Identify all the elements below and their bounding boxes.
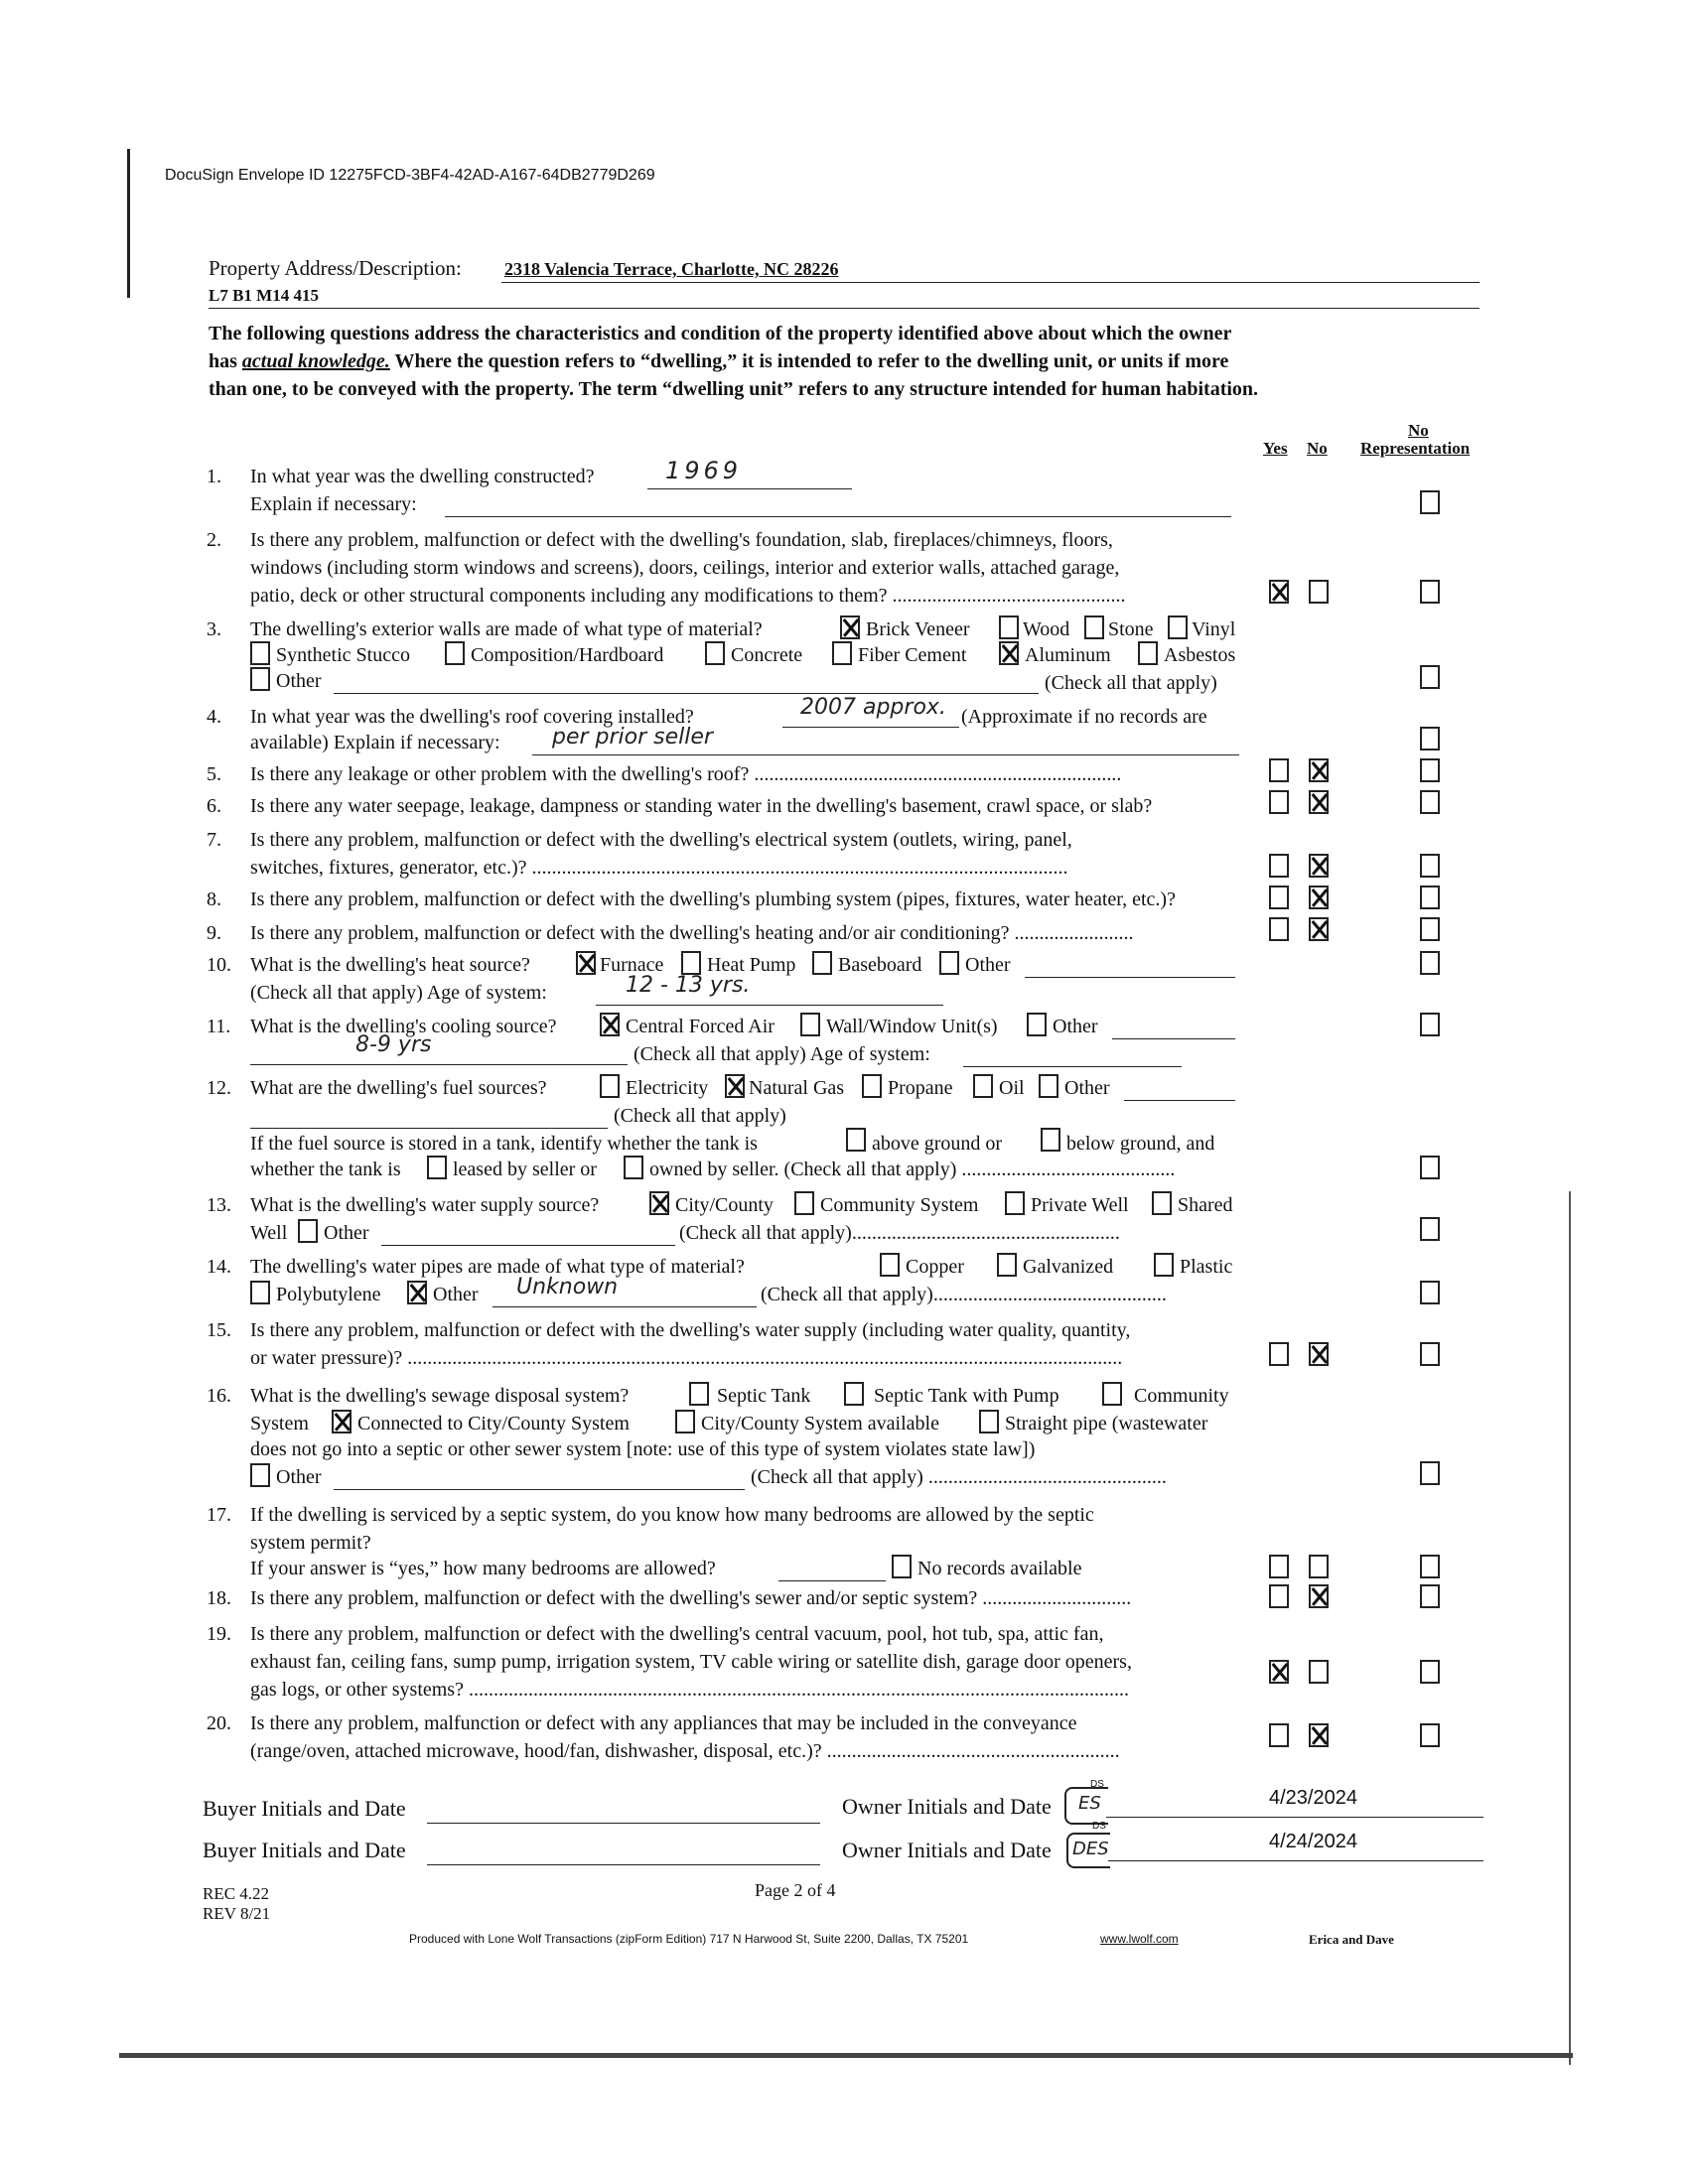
q13-note: (Check all that apply)...................................................... xyxy=(679,1222,1120,1244)
q3-asbestos-checkbox[interactable] xyxy=(1138,641,1158,665)
q17-text-3: If your answer is “yes,” how many bedrooms are allowed? xyxy=(250,1558,716,1579)
q10-num: 10. xyxy=(207,954,231,976)
q11-text-2: (Check all that apply) Age of system: xyxy=(634,1043,930,1065)
intro-line-2-rest: Where the question refers to “dwelling,” it is intended to refer to the dwelling unit, or units if more xyxy=(394,350,1229,372)
q9-num: 9. xyxy=(207,922,221,944)
property-line-1 xyxy=(501,282,1480,283)
q12-opt-gas: Natural Gas xyxy=(749,1077,845,1099)
q4-num: 4. xyxy=(207,706,221,728)
owner-label-2: Owner Initials and Date xyxy=(842,1838,1052,1862)
q12-opt-above: above ground or xyxy=(872,1133,1003,1155)
q17-bedrooms-line xyxy=(778,1580,886,1581)
q14-norep-checkbox[interactable] xyxy=(1420,1281,1440,1304)
q14-opt-polybutylene: Polybutylene xyxy=(276,1284,381,1305)
q3-opt-wood: Wood xyxy=(1023,618,1070,640)
q2-text-2: windows (including storm windows and screens), doors, ceilings, interior and exterior walls, attached garage, xyxy=(250,557,1120,579)
q17-text-2: system permit? xyxy=(250,1532,371,1554)
intro-line-1: The following questions address the characteristics and condition of the property identified above about which the owner xyxy=(209,323,1232,344)
q11-other-line xyxy=(1112,1038,1235,1039)
q11-num: 11. xyxy=(207,1016,231,1037)
q15-no-checkbox[interactable] xyxy=(1309,1342,1329,1366)
q15-text-1: Is there any problem, malfunction or defect with the dwelling's water supply (including water quality, quantity, xyxy=(250,1319,1131,1341)
q20-text-2: (range/oven, attached microwave, hood/fan, dishwasher, disposal, etc.)? ........................................................... xyxy=(250,1740,1120,1762)
buyer-line-1[interactable] xyxy=(427,1823,820,1824)
q4-text-1b: (Approximate if no records are xyxy=(961,706,1207,728)
q12-owned-checkbox[interactable] xyxy=(624,1156,643,1179)
q9-yes-checkbox[interactable] xyxy=(1269,917,1289,941)
q14-answer-line xyxy=(493,1306,757,1307)
q12-other-line xyxy=(1124,1100,1235,1101)
ds-stamp-1: DS xyxy=(1090,1779,1104,1790)
q10-baseboard-checkbox[interactable] xyxy=(812,951,832,975)
left-margin-line xyxy=(127,149,130,298)
q1-num: 1. xyxy=(207,466,221,487)
q1-answer-line xyxy=(647,488,852,489)
q1-answer: 1969 xyxy=(665,457,743,484)
q18-num: 18. xyxy=(207,1587,231,1609)
q7-yes-checkbox[interactable] xyxy=(1269,854,1289,878)
q12-text-4a: whether the tank is xyxy=(250,1159,401,1180)
q11-wall-checkbox[interactable] xyxy=(800,1013,820,1036)
q13-community-checkbox[interactable] xyxy=(794,1191,814,1215)
q11-central-checkbox[interactable] xyxy=(600,1013,620,1036)
q3-vinyl-checkbox[interactable] xyxy=(1168,615,1188,639)
q10-age: 12 - 13 yrs. xyxy=(626,973,751,998)
q16-other-checkbox[interactable] xyxy=(250,1463,270,1487)
owner2-date: 4/24/2024 xyxy=(1269,1831,1357,1852)
q3-opt-stone: Stone xyxy=(1108,618,1154,640)
q17-text-1: If the dwelling is serviced by a septic system, do you know how many bedrooms are allowed by the septic xyxy=(250,1504,1094,1526)
intro-line-2 xyxy=(209,347,1228,375)
q16-opt-available: City/County System available xyxy=(701,1413,939,1434)
buyer-label-1: Buyer Initials and Date xyxy=(203,1796,406,1821)
q14-plastic-checkbox[interactable] xyxy=(1154,1253,1174,1277)
q15-text-2: or water pressure)? ................................................................................................................................................ xyxy=(250,1347,1123,1369)
property-line-2 xyxy=(209,308,1480,309)
q17-opt-norecords: No records available xyxy=(917,1558,1082,1579)
q14-note: (Check all that apply)............................................... xyxy=(761,1284,1167,1305)
q2-num: 2. xyxy=(207,529,221,551)
q11-answer: 8-9 yrs xyxy=(355,1032,432,1057)
q4-answer-line xyxy=(782,727,959,728)
q5-yes-checkbox[interactable] xyxy=(1269,758,1289,782)
q16-opt-city: Connected to City/County System xyxy=(357,1413,630,1434)
q1-norep-checkbox[interactable] xyxy=(1420,490,1440,514)
q3-norep-checkbox[interactable] xyxy=(1420,665,1440,689)
q3-aluminum-checkbox[interactable] xyxy=(999,641,1019,665)
q12-oil-checkbox[interactable] xyxy=(973,1074,993,1098)
q3-other-line xyxy=(334,693,1039,694)
q11-opt-central: Central Forced Air xyxy=(626,1016,775,1037)
q6-num: 6. xyxy=(207,795,221,817)
q3-other-checkbox[interactable] xyxy=(250,667,270,691)
q14-num: 14. xyxy=(207,1256,231,1278)
q7-norep-checkbox[interactable] xyxy=(1420,854,1440,878)
q8-norep-checkbox[interactable] xyxy=(1420,886,1440,909)
q14-other-checkbox[interactable] xyxy=(407,1281,427,1304)
q19-text-2: exhaust fan, ceiling fans, sump pump, irrigation system, TV cable wiring or satellite dish, garage door openers, xyxy=(250,1651,1132,1673)
q12-electricity-checkbox[interactable] xyxy=(600,1074,620,1098)
q20-text-1: Is there any problem, malfunction or defect with any appliances that may be included in the conveyance xyxy=(250,1712,1077,1734)
q19-no-checkbox[interactable] xyxy=(1309,1660,1329,1684)
q19-num: 19. xyxy=(207,1623,231,1645)
q14-copper-checkbox[interactable] xyxy=(880,1253,900,1277)
q2-yes-checkbox[interactable] xyxy=(1269,580,1289,604)
q18-norep-checkbox[interactable] xyxy=(1420,1584,1440,1608)
q14-opt-copper: Copper xyxy=(906,1256,964,1278)
q4-norep-checkbox[interactable] xyxy=(1420,727,1440,751)
q3-note: (Check all that apply) xyxy=(1045,672,1217,694)
envelope-id: DocuSign Envelope ID 12275FCD-3BF4-42AD-A167-64DB2779D269 xyxy=(165,167,655,184)
q16-opt-system: System xyxy=(250,1413,309,1434)
q16-num: 16. xyxy=(207,1385,231,1407)
owner1-initials: ES xyxy=(1078,1793,1101,1814)
q19-norep-checkbox[interactable] xyxy=(1420,1660,1440,1684)
footer-client: Erica and Dave xyxy=(1309,1932,1394,1947)
q12-text-2: (Check all that apply) xyxy=(614,1105,786,1127)
q3-opt-composition: Composition/Hardboard xyxy=(471,644,664,666)
q11-other-checkbox[interactable] xyxy=(1027,1013,1047,1036)
q9-text: Is there any problem, malfunction or defect with the dwelling's heating and/or air conditioning? ........................ xyxy=(250,922,1134,944)
q13-shared-checkbox[interactable] xyxy=(1152,1191,1172,1215)
q16-opt-community: Community xyxy=(1134,1385,1229,1407)
q13-num: 13. xyxy=(207,1194,231,1216)
q12-opt-leased: leased by seller or xyxy=(453,1159,597,1180)
q19-text-1: Is there any problem, malfunction or defect with the dwelling's central vacuum, pool, hot tub, spa, attic fan, xyxy=(250,1623,1104,1645)
q12-other-line-2 xyxy=(250,1128,608,1129)
q3-fiber-checkbox[interactable] xyxy=(832,641,852,665)
q3-opt-aluminum: Aluminum xyxy=(1025,644,1111,666)
q20-norep-checkbox[interactable] xyxy=(1420,1723,1440,1747)
q12-other-checkbox[interactable] xyxy=(1039,1074,1058,1098)
q7-text-1: Is there any problem, malfunction or defect with the dwelling's electrical system (outlets, wiring, panel, xyxy=(250,829,1072,851)
owner1-date: 4/23/2024 xyxy=(1269,1787,1357,1809)
q12-opt-owned: owned by seller. (Check all that apply) ........................................... xyxy=(649,1159,1176,1180)
q12-text-3: If the fuel source is stored in a tank, identify whether the tank is xyxy=(250,1133,758,1155)
q13-opt-shared: Shared xyxy=(1178,1194,1233,1216)
q8-num: 8. xyxy=(207,888,221,910)
q3-opt-brick: Brick Veneer xyxy=(866,618,970,640)
q3-wood-checkbox[interactable] xyxy=(999,615,1019,639)
q1-explain: Explain if necessary: xyxy=(250,493,417,515)
q18-text: Is there any problem, malfunction or defect with the dwelling's sewer and/or septic system? .............................. xyxy=(250,1587,1132,1609)
q13-other-line xyxy=(381,1245,675,1246)
q8-text: Is there any problem, malfunction or defect with the dwelling's plumbing system (pipes, fixtures, water heater, etc.)? xyxy=(250,888,1176,910)
q18-no-checkbox[interactable] xyxy=(1309,1584,1329,1608)
q1-explain-line xyxy=(445,516,1231,517)
q3-opt-stucco: Synthetic Stucco xyxy=(276,644,410,666)
col-norep-1: No xyxy=(1408,421,1429,440)
q19-yes-checkbox[interactable] xyxy=(1269,1660,1289,1684)
q13-opt-community: Community System xyxy=(820,1194,979,1216)
q7-text-2: switches, fixtures, generator, etc.)? ............................................................................................................ xyxy=(250,857,1068,879)
q11-opt-wall: Wall/Window Unit(s) xyxy=(826,1016,998,1037)
q8-no-checkbox[interactable] xyxy=(1309,886,1329,909)
owner-line-1 xyxy=(1106,1817,1483,1818)
property-address: 2318 Valencia Terrace, Charlotte, NC 28226 xyxy=(504,259,839,279)
property-lot: L7 B1 M14 415 xyxy=(209,286,319,305)
q16-community-checkbox[interactable] xyxy=(1102,1382,1122,1406)
q16-opt-other: Other xyxy=(276,1466,322,1488)
intro-has: has xyxy=(209,350,237,372)
q7-no-checkbox[interactable] xyxy=(1309,854,1329,878)
q16-text: What is the dwelling's sewage disposal system? xyxy=(250,1385,630,1407)
q16-text-3: does not go into a septic or other sewer system [note: use of this type of system violates state law]) xyxy=(250,1438,1036,1460)
q14-opt-galvanized: Galvanized xyxy=(1023,1256,1114,1278)
q12-norep-checkbox[interactable] xyxy=(1420,1156,1440,1179)
intro-actual-knowledge: actual knowledge. xyxy=(241,350,390,372)
q5-num: 5. xyxy=(207,763,221,785)
q17-norecords-checkbox[interactable] xyxy=(892,1555,912,1578)
q12-opt-oil: Oil xyxy=(999,1077,1025,1099)
q3-text: The dwelling's exterior walls are made of what type of material? xyxy=(250,618,763,640)
col-no: No xyxy=(1307,439,1328,458)
q3-stone-checkbox[interactable] xyxy=(1084,615,1104,639)
q3-opt-other: Other xyxy=(276,670,322,692)
q3-brick-checkbox[interactable] xyxy=(840,615,860,639)
q6-text: Is there any water seepage, leakage, dampness or standing water in the dwelling's basement, crawl space, or slab? xyxy=(250,795,1153,817)
footer-url[interactable]: www.lwolf.com xyxy=(1100,1932,1179,1946)
q2-no-checkbox[interactable] xyxy=(1309,580,1329,604)
q13-text: What is the dwelling's water supply source? xyxy=(250,1194,600,1216)
q20-yes-checkbox[interactable] xyxy=(1269,1723,1289,1747)
q10-opt-heatpump: Heat Pump xyxy=(707,954,796,976)
owner2-initials: DES xyxy=(1072,1839,1109,1859)
q4-text-2: available) Explain if necessary: xyxy=(250,732,500,753)
q14-answer: Unknown xyxy=(516,1275,619,1299)
q5-no-checkbox[interactable] xyxy=(1309,758,1329,782)
q12-leased-checkbox[interactable] xyxy=(427,1156,447,1179)
q17-no-checkbox[interactable] xyxy=(1309,1555,1329,1578)
right-edge-line xyxy=(1569,1191,1571,2065)
buyer-label-2: Buyer Initials and Date xyxy=(203,1838,406,1862)
col-norep-2: Representation xyxy=(1360,439,1471,458)
q3-concrete-checkbox[interactable] xyxy=(705,641,725,665)
ds-stamp-2: DS xyxy=(1092,1821,1106,1832)
intro-line-3: than one, to be conveyed with the property. The term “dwelling unit” refers to any structure intended for human habitation. xyxy=(209,378,1259,400)
q15-num: 15. xyxy=(207,1319,231,1341)
q12-text: What are the dwelling's fuel sources? xyxy=(250,1077,547,1099)
q10-other-line xyxy=(1025,977,1235,978)
q3-opt-asbestos: Asbestos xyxy=(1164,644,1236,666)
q2-text-3: patio, deck or other structural components including any modifications to them? ............................................... xyxy=(250,585,1126,607)
q5-text: Is there any leakage or other problem with the dwelling's roof? .......................................................................... xyxy=(250,763,1122,785)
q2-norep-checkbox[interactable] xyxy=(1420,580,1440,604)
q16-note: (Check all that apply) ................................................ xyxy=(751,1466,1167,1488)
q13-opt-well: Well xyxy=(250,1222,288,1244)
q10-opt-other: Other xyxy=(965,954,1011,976)
q11-norep-checkbox[interactable] xyxy=(1420,1013,1440,1036)
q11-opt-other: Other xyxy=(1053,1016,1098,1037)
q13-city-checkbox[interactable] xyxy=(649,1191,669,1215)
q3-opt-vinyl: Vinyl xyxy=(1192,618,1236,640)
q8-yes-checkbox[interactable] xyxy=(1269,886,1289,909)
q11-answer-line xyxy=(250,1064,628,1065)
q10-furnace-checkbox[interactable] xyxy=(576,951,596,975)
q4-answer: 2007 approx. xyxy=(800,695,946,720)
q12-opt-below: below ground, and xyxy=(1066,1133,1215,1155)
q14-galvanized-checkbox[interactable] xyxy=(997,1253,1017,1277)
owner-line-2 xyxy=(1108,1860,1483,1861)
q10-heatpump-checkbox[interactable] xyxy=(681,951,701,975)
q10-text: What is the dwelling's heat source? xyxy=(250,954,530,976)
q10-other-checkbox[interactable] xyxy=(939,951,959,975)
q12-opt-electricity: Electricity xyxy=(626,1077,709,1099)
q19-text-3: gas logs, or other systems? ..................................................................................................................................... xyxy=(250,1679,1129,1701)
q12-opt-propane: Propane xyxy=(888,1077,953,1099)
q4-explain: per prior seller xyxy=(552,725,713,750)
q16-available-checkbox[interactable] xyxy=(675,1410,695,1433)
q10-text-2: (Check all that apply) Age of system: xyxy=(250,982,547,1004)
footer-rev: REV 8/21 xyxy=(203,1904,271,1923)
footer-page: Page 2 of 4 xyxy=(755,1880,836,1900)
q20-no-checkbox[interactable] xyxy=(1309,1723,1329,1747)
q14-text: The dwelling's water pipes are made of what type of material? xyxy=(250,1256,745,1278)
bottom-edge-line xyxy=(119,2053,1573,2058)
q4-explain-line xyxy=(532,754,1239,755)
q10-opt-baseboard: Baseboard xyxy=(838,954,922,976)
buyer-line-2[interactable] xyxy=(427,1864,820,1865)
q12-opt-other: Other xyxy=(1064,1077,1110,1099)
q16-opt-septic-pump: Septic Tank with Pump xyxy=(874,1385,1059,1407)
q15-norep-checkbox[interactable] xyxy=(1420,1342,1440,1366)
col-yes: Yes xyxy=(1263,439,1288,458)
q4-text-1: In what year was the dwelling's roof covering installed? xyxy=(250,706,694,728)
q16-city-checkbox[interactable] xyxy=(332,1410,352,1433)
q14-opt-plastic: Plastic xyxy=(1180,1256,1233,1278)
q13-norep-checkbox[interactable] xyxy=(1420,1217,1440,1241)
q13-other-checkbox[interactable] xyxy=(298,1219,318,1243)
q11-age-line xyxy=(963,1066,1182,1067)
q12-num: 12. xyxy=(207,1077,231,1099)
q13-private-checkbox[interactable] xyxy=(1005,1191,1025,1215)
q10-age-line xyxy=(596,1005,943,1006)
q10-norep-checkbox[interactable] xyxy=(1420,951,1440,975)
q17-yes-checkbox[interactable] xyxy=(1269,1555,1289,1578)
q16-straight-checkbox[interactable] xyxy=(979,1410,999,1433)
q6-yes-checkbox[interactable] xyxy=(1269,790,1289,814)
q16-opt-straight: Straight pipe (wastewater xyxy=(1005,1413,1208,1434)
q16-other-line xyxy=(334,1489,745,1490)
q12-propane-checkbox[interactable] xyxy=(862,1074,882,1098)
q16-septic-checkbox[interactable] xyxy=(689,1382,709,1406)
footer-produced: Produced with Lone Wolf Transactions (zipForm Edition) 717 N Harwood St, Suite 2200, Dallas, TX 75201 xyxy=(409,1932,969,1946)
q17-num: 17. xyxy=(207,1504,231,1526)
q14-polybutylene-checkbox[interactable] xyxy=(250,1281,270,1304)
q2-text-1: Is there any problem, malfunction or defect with the dwelling's foundation, slab, fireplaces/chimneys, floors, xyxy=(250,529,1113,551)
q6-norep-checkbox[interactable] xyxy=(1420,790,1440,814)
q3-composition-checkbox[interactable] xyxy=(445,641,465,665)
q6-no-checkbox[interactable] xyxy=(1309,790,1329,814)
q5-norep-checkbox[interactable] xyxy=(1420,758,1440,782)
q3-num: 3. xyxy=(207,618,221,640)
footer-rec: REC 4.22 xyxy=(203,1884,270,1903)
q3-opt-concrete: Concrete xyxy=(731,644,803,666)
q13-opt-other: Other xyxy=(324,1222,369,1244)
q11-text: What is the dwelling's cooling source? xyxy=(250,1016,557,1037)
q9-no-checkbox[interactable] xyxy=(1309,917,1329,941)
q15-yes-checkbox[interactable] xyxy=(1269,1342,1289,1366)
owner-label-1: Owner Initials and Date xyxy=(842,1794,1052,1819)
q13-opt-private: Private Well xyxy=(1031,1194,1129,1216)
q12-below-checkbox[interactable] xyxy=(1041,1128,1060,1152)
q16-opt-septic: Septic Tank xyxy=(717,1385,811,1407)
q16-septic-pump-checkbox[interactable] xyxy=(844,1382,864,1406)
q1-text: In what year was the dwelling constructed? xyxy=(250,466,595,487)
q14-opt-other: Other xyxy=(433,1284,479,1305)
q17-norep-checkbox[interactable] xyxy=(1420,1555,1440,1578)
q3-stucco-checkbox[interactable] xyxy=(250,641,270,665)
q13-opt-city: City/County xyxy=(675,1194,774,1216)
q12-above-checkbox[interactable] xyxy=(846,1128,866,1152)
q10-opt-furnace: Furnace xyxy=(600,954,664,976)
q9-norep-checkbox[interactable] xyxy=(1420,917,1440,941)
q18-yes-checkbox[interactable] xyxy=(1269,1584,1289,1608)
q20-num: 20. xyxy=(207,1712,231,1734)
q16-norep-checkbox[interactable] xyxy=(1420,1461,1440,1485)
q7-num: 7. xyxy=(207,829,221,851)
q3-opt-fiber: Fiber Cement xyxy=(858,644,967,666)
q12-gas-checkbox[interactable] xyxy=(725,1074,745,1098)
property-label: Property Address/Description: xyxy=(209,256,462,280)
